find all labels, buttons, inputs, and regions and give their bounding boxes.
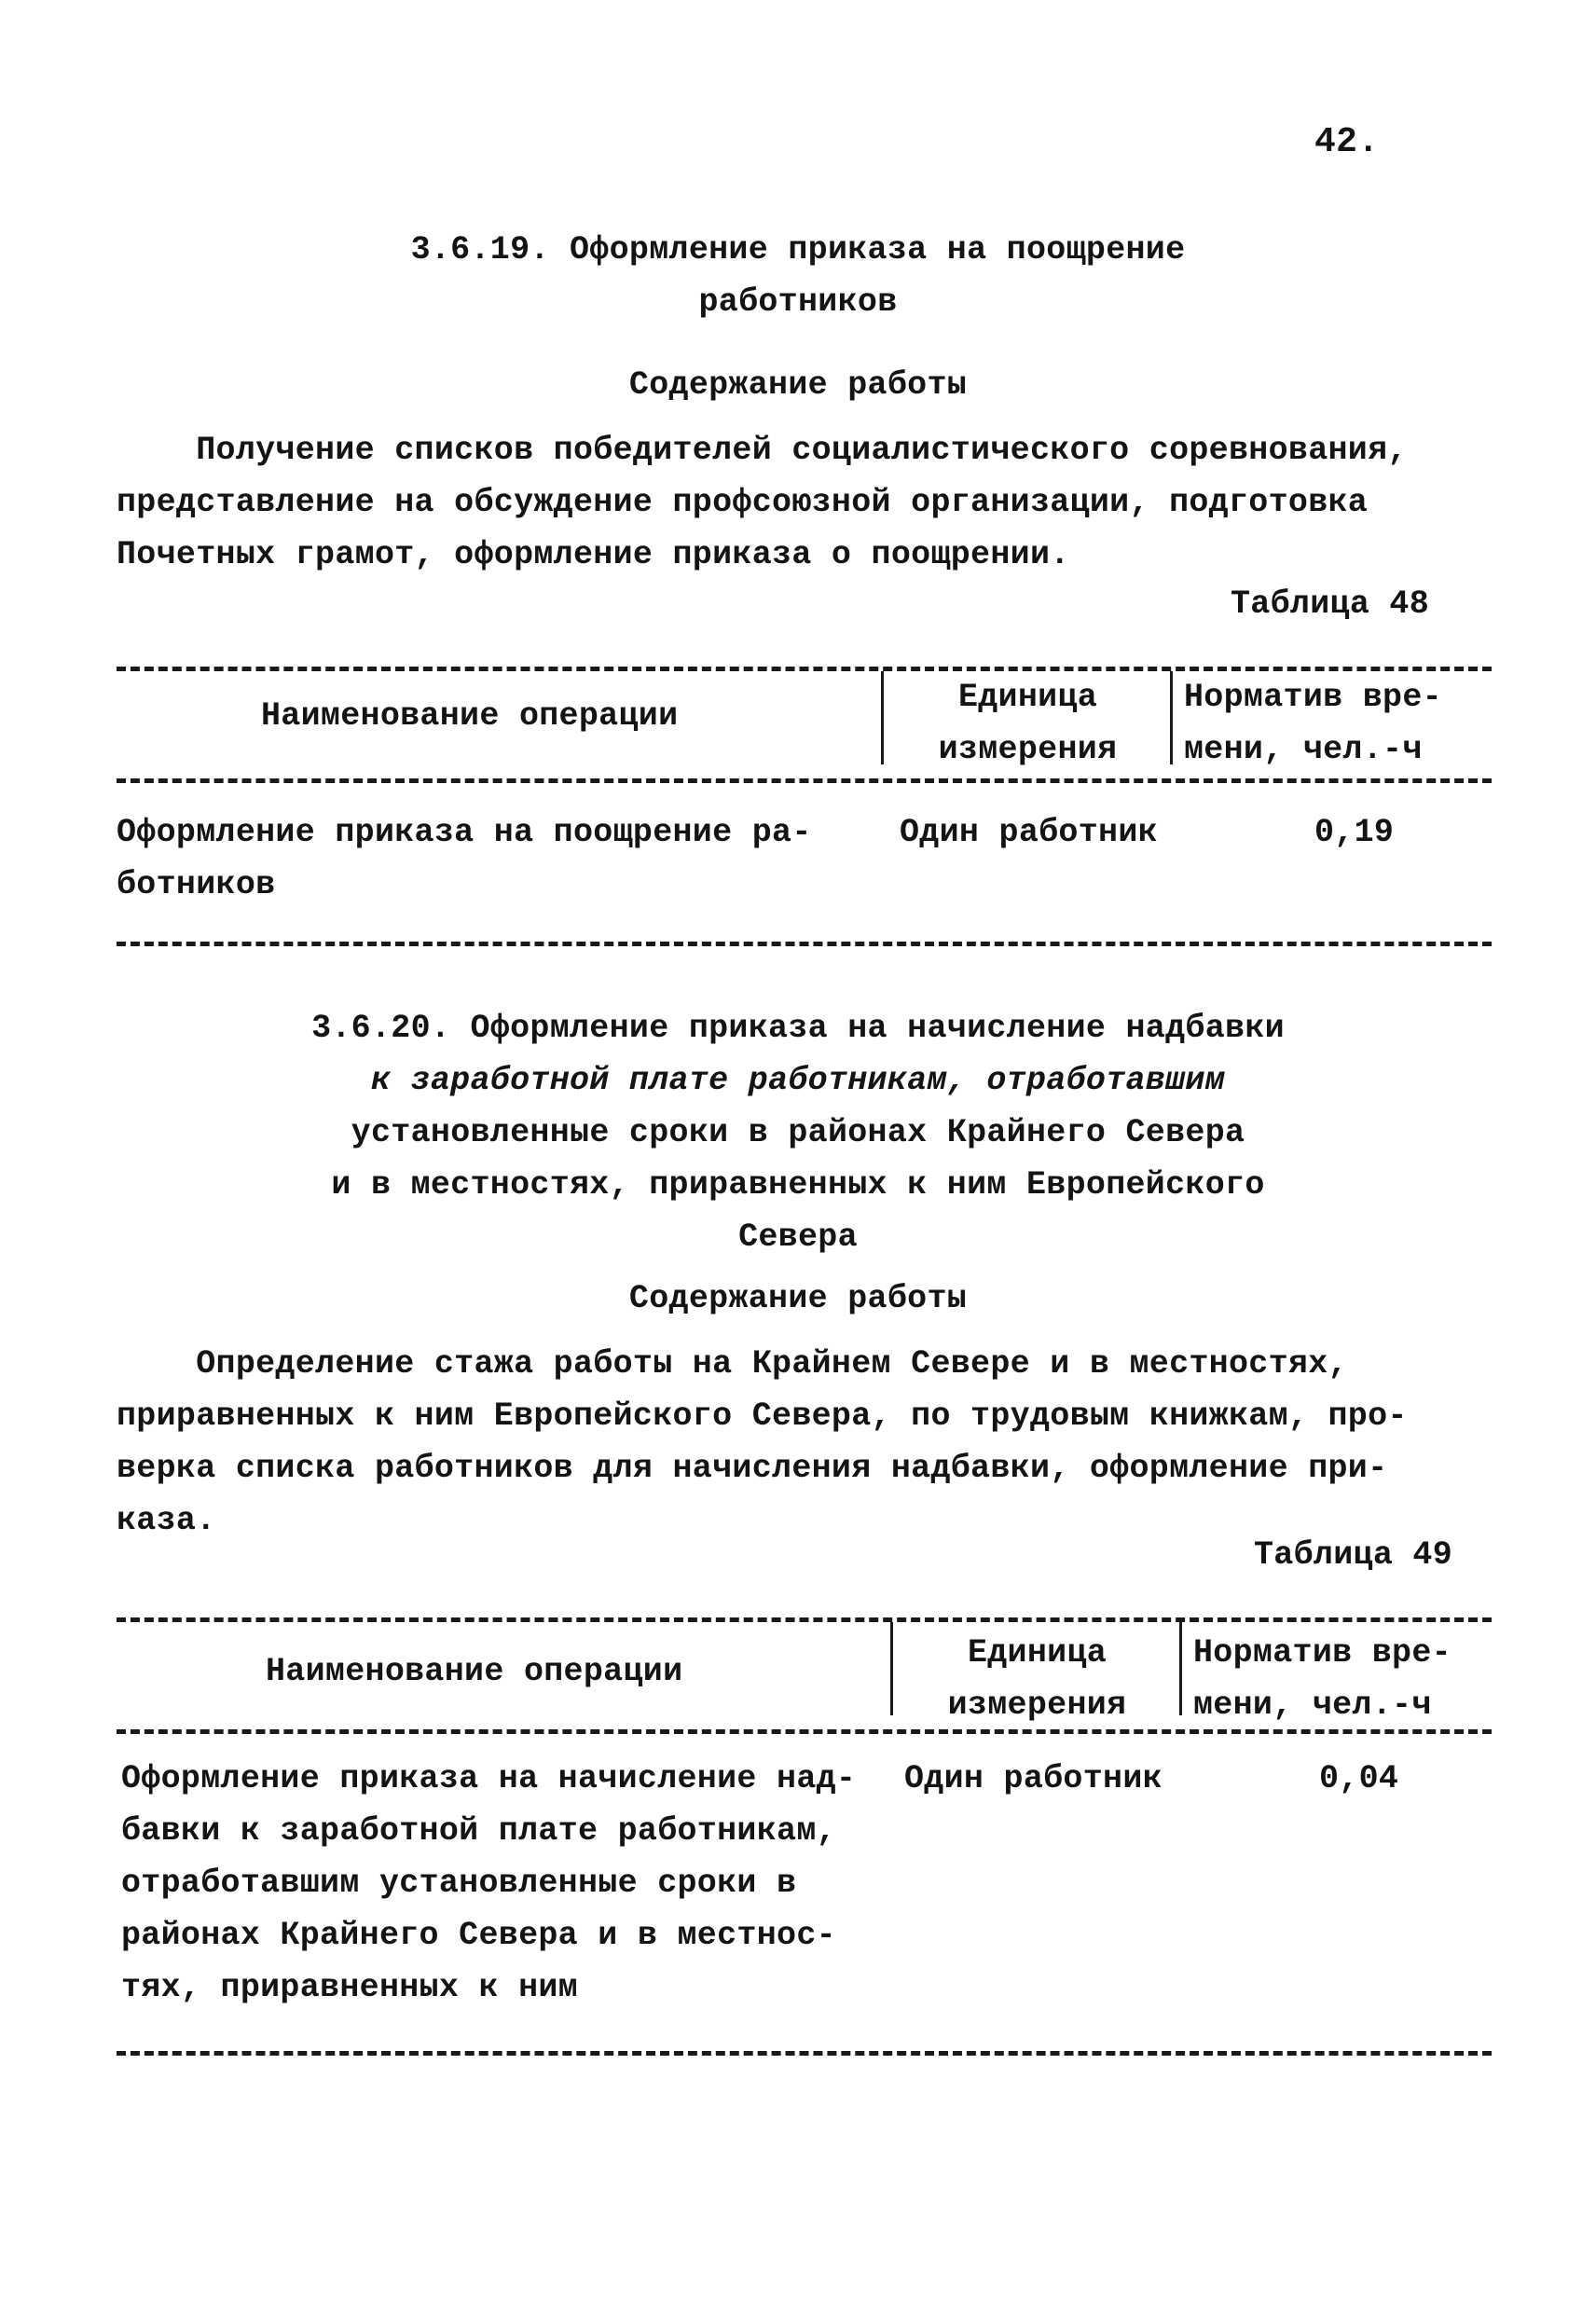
header-operation: Наименование операции [266,1653,683,1690]
table-row-operation [121,1753,856,2014]
section-3-6-20-heading [140,1002,1456,1263]
table-row-norm: 0,19 [1314,814,1395,851]
header-norm-line: Норматив вре- [1184,679,1442,716]
section-3-6-19-paragraph [117,424,1487,581]
section-3-6-20-paragraph [117,1338,1487,1547]
paragraph-line: приравненных к ним Европейского Севера, по трудовым книжкам, про- [117,1397,1408,1435]
operation-line: тях, приравненных к ним [121,1969,578,2006]
section-3-6-20-content-title: Содержание работы [628,1280,968,1317]
table-49-label: Таблица 49 [1254,1536,1453,1574]
table-row-unit: Один работник [904,1760,1163,1797]
operation-line: бавки к заработной плате работникам, [121,1812,836,1850]
table-header-rule [117,1729,1492,1734]
heading-line: к заработной плате работникам, отработавшим [370,1062,1226,1099]
operation-line: Оформление приказа на поощрение ра- [117,814,812,851]
page-number: 42. [1314,122,1380,162]
paragraph-line: верка списка работников для начисления надбавки, оформление при- [117,1450,1388,1487]
operation-line: отработавшим установленные сроки в [121,1865,797,1902]
table-48-label: Таблица 48 [1231,585,1430,623]
heading-line: Севера [738,1218,858,1256]
column-separator [1170,671,1173,764]
heading-line: работников [698,283,898,321]
header-unit-line: измерения [938,731,1118,768]
table-bottom-rule [117,2051,1492,2056]
operation-line: ботников [117,866,276,903]
header-operation: Наименование операции [261,697,679,735]
table-bottom-rule [117,942,1492,946]
paragraph-line: Почетных грамот, оформление приказа о поощрении. [117,536,1070,573]
header-norm-line: Норматив вре- [1193,1634,1452,1672]
header-unit-line: Единица [957,679,1098,716]
header-norm-line: мени, чел.-ч [1184,731,1423,768]
header-unit-line: измерения [947,1686,1127,1724]
table-row-norm: 0,04 [1319,1760,1399,1797]
section-3-6-19-content-title: Содержание работы [628,366,968,404]
header-norm-line: мени, чел.-ч [1193,1686,1432,1724]
paragraph-line: каза. [117,1502,216,1539]
table-header-rule [117,778,1492,783]
heading-line: 3.6.19. Оформление приказа на поощрение [410,231,1186,268]
paragraph-line: Получение списков победителей социалистического соревнования, [117,432,1408,469]
heading-line: 3.6.20. Оформление приказа на начисление надбавки [311,1010,1285,1047]
operation-line: районах Крайнего Севера и в местнос- [121,1917,836,1954]
table-row-unit: Один работник [900,814,1158,851]
header-unit-line: Единица [967,1634,1108,1672]
paragraph-line: Определение стажа работы на Крайнем Севере и в местностях, [117,1345,1348,1383]
section-3-6-19-heading [140,224,1456,328]
table-row-operation [117,806,812,911]
header-unit [895,671,1161,776]
column-separator [1179,1622,1182,1715]
header-norm [1193,1627,1452,1731]
column-separator [881,671,884,764]
heading-line: установленные сроки в районах Крайнего Севера [351,1114,1245,1151]
header-norm [1184,671,1442,776]
header-unit [904,1627,1170,1731]
operation-line: Оформление приказа на начисление над- [121,1760,857,1797]
table-top-rule [117,1617,1492,1622]
column-separator [890,1622,893,1715]
paragraph-line: представление на обсуждение профсоюзной организации, подготовка [117,484,1369,521]
heading-line: и в местностях, приравненных к ним Европейского [331,1166,1265,1204]
